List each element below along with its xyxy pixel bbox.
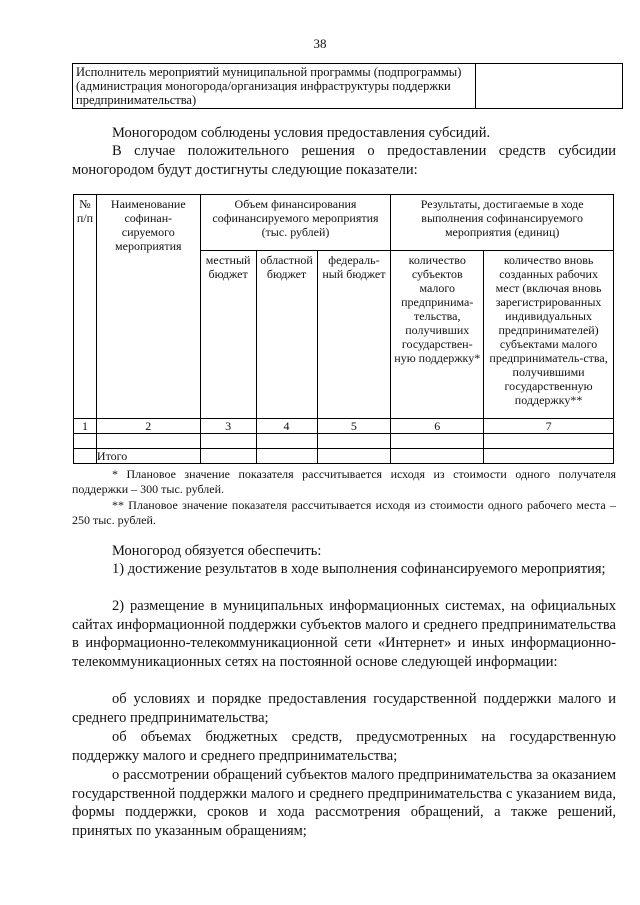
footnote-1: * Плановое значение показателя рассчитывается исходя из стоимости одного получателя поддержки – 300 тыс. рублей. bbox=[72, 467, 616, 496]
total-label: Итого bbox=[96, 449, 200, 464]
table-cell bbox=[74, 449, 97, 464]
header-local-budget: местный бюджет bbox=[200, 251, 256, 419]
header-regional-budget: областной бюджет bbox=[256, 251, 317, 419]
table-cell bbox=[317, 434, 391, 449]
page-number: 38 bbox=[313, 36, 327, 51]
table-cell bbox=[484, 434, 614, 449]
executor-row bbox=[73, 64, 623, 109]
table-cell bbox=[256, 449, 317, 464]
obligation-subitem-1: об условиях и порядке предоставления государственной поддержки малого и среднего предпринимательства; bbox=[72, 691, 616, 726]
table-cell bbox=[391, 449, 484, 464]
table-cell bbox=[200, 434, 256, 449]
obligation-subitem-2: об объемах бюджетных средств, предусмотренных на государственную поддержку малого и среднего предпринимательства; bbox=[72, 729, 616, 764]
column-number: 6 bbox=[391, 419, 484, 434]
executor-table bbox=[72, 63, 623, 109]
indicators-table bbox=[73, 194, 614, 464]
column-numbers-row bbox=[74, 419, 614, 434]
header-federal-budget: федераль-ный бюджет bbox=[317, 251, 391, 419]
header-subjects-count: количество субъектов малого предпринима-тельства, получивших государствен-ную поддержку* bbox=[391, 251, 484, 419]
column-number: 2 bbox=[96, 419, 200, 434]
intro-paragraph-2: В случае положительного решения о предоставлении средств субсидии моногородом будут достигнуты следующие показатели: bbox=[72, 143, 616, 178]
column-number: 4 bbox=[256, 419, 317, 434]
header-name: Наименование софинан-сируемого мероприятия bbox=[96, 195, 200, 419]
obligation-subitem-3: о рассмотрении обращений субъектов малого предпринимательства за оказанием государственной поддержки малого и среднего предпринимательства с указанием вида, формы поддержки, сроков и хода рассмотрения обращений, а также решений, принятых по указанным обращениям; bbox=[72, 767, 616, 839]
footnote-2: ** Плановое значение показателя рассчитывается исходя из стоимости одного рабочего места – 250 тыс. рублей. bbox=[72, 498, 616, 527]
total-row bbox=[74, 449, 614, 464]
header-jobs-count: количество вновь созданных рабочих мест (включая вновь зарегистрированных индивидуальных предпринимателей) субъектами малого предприниматель-ства, получившими государственную поддержку** bbox=[484, 251, 614, 419]
table-row bbox=[74, 434, 614, 449]
table-cell bbox=[391, 434, 484, 449]
table-cell bbox=[74, 434, 97, 449]
table-cell bbox=[317, 449, 391, 464]
executor-label: Исполнитель мероприятий муниципальной программы (подпрограммы) (администрация моногорода/организация инфраструктуры поддержки предпринимательства) bbox=[73, 64, 476, 109]
header-funding: Объем финансирования софинансируемого мероприятия (тыс. рублей) bbox=[200, 195, 391, 251]
column-number: 7 bbox=[484, 419, 614, 434]
column-number: 5 bbox=[317, 419, 391, 434]
executor-value bbox=[476, 64, 623, 109]
obligation-item-2: 2) размещение в муниципальных информационных системах, на официальных сайтах информационной поддержки субъектов малого и среднего предпринимательства в информационно-телекоммуникационной сети «Интернет» и иных информационно-телекоммуникационных сетях на постоянной основе следующей информации: bbox=[72, 598, 616, 670]
header-row-1 bbox=[74, 195, 614, 251]
obligations-intro: Моногород обязуется обеспечить: bbox=[112, 543, 322, 559]
table-cell bbox=[96, 434, 200, 449]
header-num: № п/п bbox=[74, 195, 97, 419]
obligation-item-1: 1) достижение результатов в ходе выполнения софинансируемого мероприятия; bbox=[112, 561, 606, 577]
table-cell bbox=[484, 449, 614, 464]
table-cell bbox=[200, 449, 256, 464]
column-number: 3 bbox=[200, 419, 256, 434]
header-results: Результаты, достигаемые в ходе выполнения софинансируемого мероприятия (единиц) bbox=[391, 195, 614, 251]
column-number: 1 bbox=[74, 419, 97, 434]
intro-paragraph-1: Моногородом соблюдены условия предоставления субсидий. bbox=[112, 125, 491, 141]
table-cell bbox=[256, 434, 317, 449]
